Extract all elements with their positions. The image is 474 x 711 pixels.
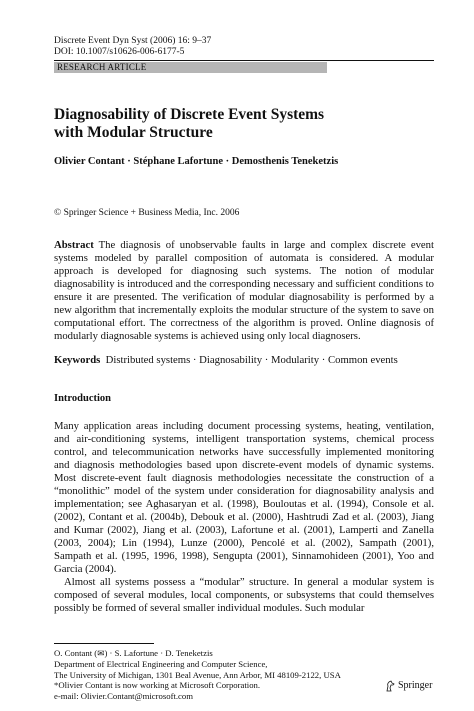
abstract-text: The diagnosis of unobservable faults in large and complex discrete event systems modeled by parallel composition of automata is considered. A modular approach is developed for diagnosing such systems. The notion of modular diagnosability is introduced and the corresponding necessary and sufficient conditions to ensure it are presented. The verification of modular diagnosability is performed by a new algorithm that incrementally exploits the modular structure of the system to save on computational effort. The correctness of the algorithm is proved. Online diagnosis of modularly diagnosable systems is achieved using only local diagnosers. xyxy=(54,239,434,342)
doi: DOI: 10.1007/s10626-006-6177-5 xyxy=(54,47,185,57)
title-line-2: with Modular Structure xyxy=(54,124,213,141)
section-body xyxy=(54,420,434,615)
footnote-department: Department of Electrical Engineering and Computer Science, xyxy=(54,658,268,669)
author-list: Olivier Contant · Stéphane Lafortune · Demosthenis Teneketzis xyxy=(54,156,339,167)
journal-citation: Discrete Event Dyn Syst (2006) 16: 9–37 xyxy=(54,36,212,46)
abstract-label: Abstract xyxy=(54,239,94,251)
article-type-banner xyxy=(54,62,327,73)
header-rule xyxy=(54,60,434,61)
paragraph-1: Many application areas including document processing systems, heating, ventilation, and air-conditioning systems, intelligent transportation systems, chemical process control, and telecommunication networks have successfully implemented monitoring and diagnosis methodologies based upon discrete-event models of dynamic systems. Most discrete-event fault diagnosis methodologies necessitate the construction of a “monolithic” model of the system under consideration for diagnosability analysis and implementation; see Aghasaryan et al. (1998), Bouloutas et al. (1994), Console et al. (2002), Contant et al. (2004b), Debouk et al. (2000), Hashtrudi Zad et al. (2003), Jiang and Kumar (2002), Jiang et al. (2003), Lafortune et al. (2001), Lamperti and Zanella (2003, 2004); Lin (1994), Lunze (2000), Pencolé et al. (2002), Sampath (2001), Sampath et al. (1995, 1996, 1998), Sengupta (2001), Sinnamohideen (2001), Yoo and Garcia (2004). xyxy=(54,420,434,575)
springer-horse-icon xyxy=(385,680,395,692)
author-affiliation-footnote xyxy=(54,648,434,702)
paper-title xyxy=(54,106,434,142)
footnote-rule xyxy=(54,643,154,644)
article-type-label: RESEARCH ARTICLE xyxy=(57,62,147,72)
abstract xyxy=(54,239,434,343)
footnote-note: *Olivier Contant is now working at Microsoft Corporation. xyxy=(54,680,261,691)
section-heading: Introduction xyxy=(54,393,111,404)
title-line-1: Diagnosability of Discrete Event Systems xyxy=(54,106,325,123)
footnote-authors: O. Contant (✉) · S. Lafortune · D. Teneketzis xyxy=(54,648,213,658)
footnote-email: e-mail: Olivier.Contant@microsoft.com xyxy=(54,691,194,702)
journal-header xyxy=(54,36,211,58)
publisher-logo xyxy=(385,680,432,692)
keywords-text: Distributed systems · Diagnosability · Modularity · Common events xyxy=(105,354,398,366)
publisher-name: Springer xyxy=(398,680,433,691)
copyright-notice: © Springer Science + Business Media, Inc. 2006 xyxy=(54,208,240,218)
keywords-label: Keywords xyxy=(54,354,101,366)
keywords xyxy=(54,354,434,367)
footnote-address: The University of Michigan, 1301 Beal Avenue, Ann Arbor, MI 48109-2122, USA xyxy=(54,669,341,680)
paragraph-2: Almost all systems possess a “modular” structure. In general a modular system is composed of several modules, local components, or subsystems that could themselves possibly be formed of several smaller individual modules. Such modular xyxy=(54,576,434,614)
